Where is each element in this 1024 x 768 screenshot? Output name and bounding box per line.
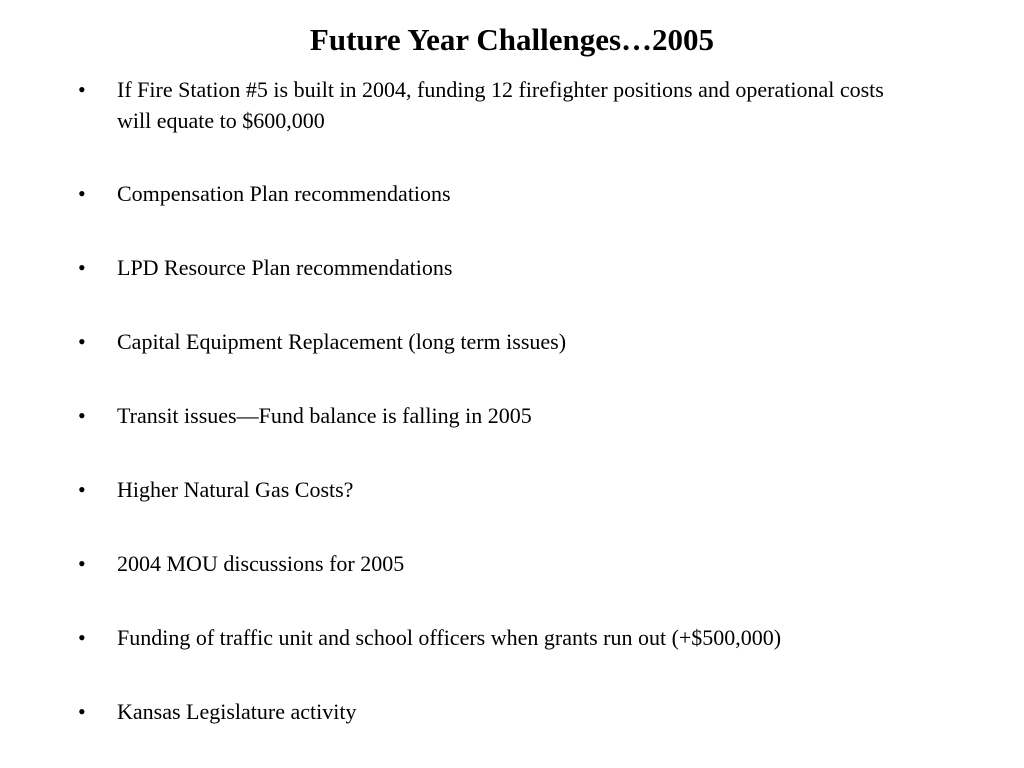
list-item: [78, 400, 918, 431]
list-item: [78, 326, 918, 357]
list-item: [78, 696, 918, 727]
bullet-list: [78, 74, 918, 768]
list-item: [78, 74, 918, 136]
bullet-text: Higher Natural Gas Costs?: [117, 477, 354, 502]
list-item: [78, 548, 918, 579]
bullet-text: Kansas Legislature activity: [117, 699, 357, 724]
bullet-text: Compensation Plan recommendations: [117, 181, 451, 206]
bullet-icon: •: [78, 181, 86, 206]
list-item: [78, 622, 918, 653]
bullet-icon: •: [78, 255, 86, 280]
bullet-text: 2004 MOU discussions for 2005: [117, 551, 405, 576]
bullet-icon: •: [78, 477, 86, 502]
bullet-icon: •: [78, 699, 86, 724]
list-item: [78, 178, 918, 209]
bullet-icon: •: [78, 551, 86, 576]
bullet-icon: •: [78, 403, 86, 428]
list-item: [78, 252, 918, 283]
bullet-text: Transit issues—Fund balance is falling in 2005: [117, 403, 532, 428]
bullet-icon: •: [78, 625, 86, 650]
bullet-icon: •: [78, 77, 86, 102]
list-item: [78, 474, 918, 505]
bullet-text: LPD Resource Plan recommendations: [117, 255, 453, 280]
bullet-icon: •: [78, 329, 86, 354]
bullet-text: Capital Equipment Replacement (long term issues): [117, 329, 567, 354]
slide-title: Future Year Challenges…2005: [309, 22, 715, 57]
bullet-text: Funding of traffic unit and school officers when grants run out (+$500,000): [117, 625, 782, 650]
bullet-text: If Fire Station #5 is built in 2004, funding 12 firefighter positions and operational costs will equate to $600,000: [117, 77, 884, 133]
